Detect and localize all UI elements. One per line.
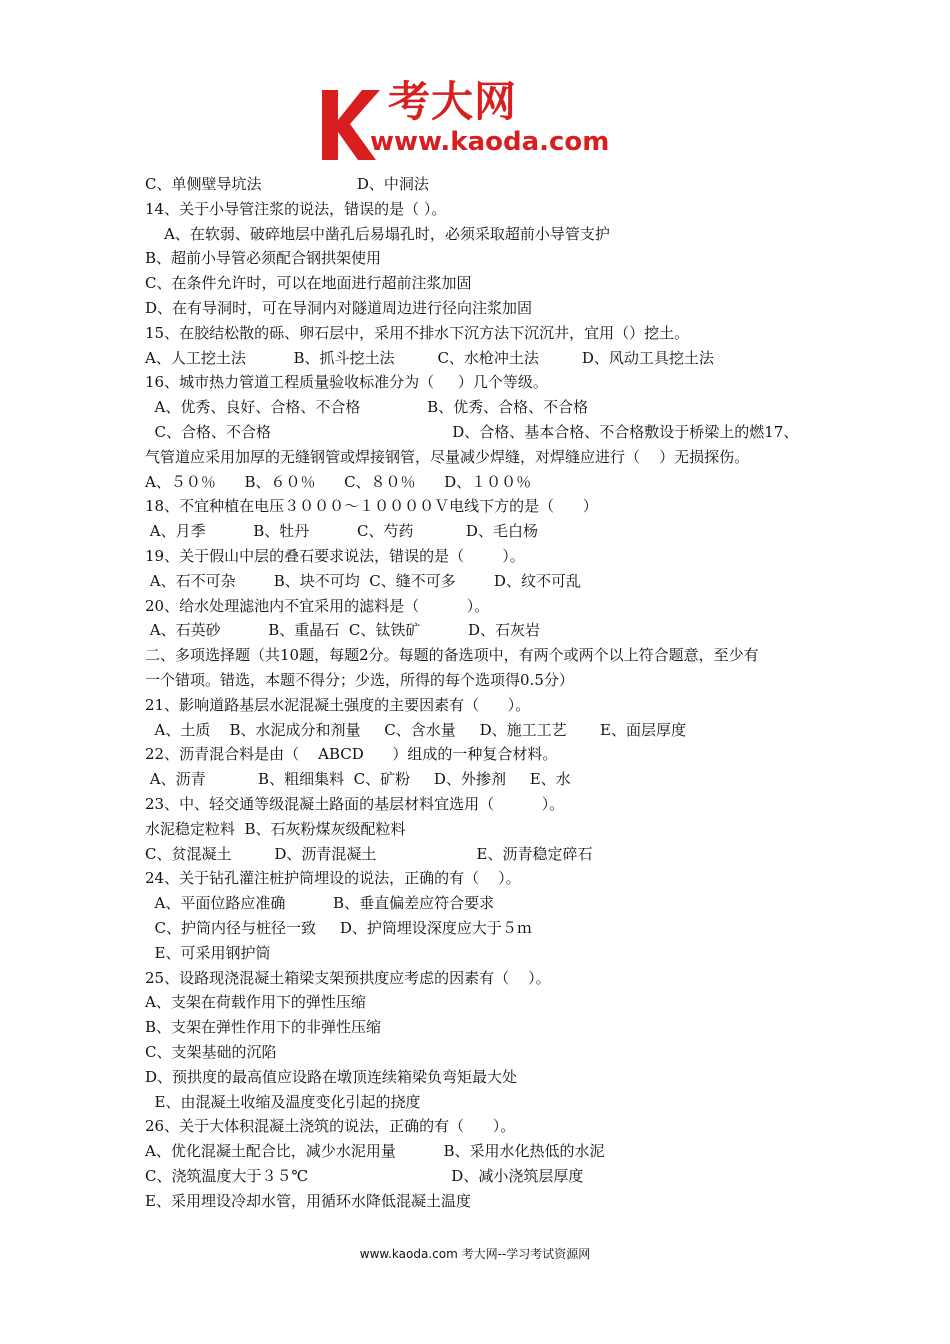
text-line: A、平面位路应准确 B、垂直偏差应符合要求 bbox=[145, 894, 495, 913]
text-line: 24、关于钻孔灌注桩护筒埋设的说法，正确的有（ ）。 bbox=[145, 869, 521, 888]
text-line: A、优化混凝土配合比，减少水泥用量 B、采用水化热低的水泥 bbox=[145, 1142, 605, 1161]
text-line: 18、不宜种植在电压３０００～１００００Ｖ电线下方的是（ ） bbox=[145, 497, 598, 516]
text-line: 水泥稳定粒料 B、石灰粉煤灰级配粒料 bbox=[145, 819, 406, 838]
text-line: A、石不可杂 B、块不可均 C、缝不可多 D、纹不可乱 bbox=[145, 571, 581, 590]
text-line: D、预拱度的最高值应设路在墩顶连续箱梁负弯矩最大处 bbox=[145, 1067, 518, 1086]
text-line: 22、沥青混合料是由（ ABCD ）组成的一种复合材料。 bbox=[145, 745, 558, 764]
text-line: A、在软弱、破碎地层中凿孔后易塌孔时，必须采取超前小导管支护 bbox=[145, 224, 610, 243]
page-footer: www.kaoda.com 考大网--学习考试资源网 bbox=[359, 1247, 591, 1261]
logo-site-url: www.kaoda.com bbox=[370, 127, 610, 157]
text-line: A、沥青 B、粗细集料 C、矿粉 D、外掺剂 E、水 bbox=[145, 770, 571, 789]
text-line: 26、关于大体积混凝土浇筑的说法，正确的有（ ）。 bbox=[145, 1117, 516, 1136]
text-line: 25、设路现浇混凝土箱梁支架预拱度应考虑的因素有（ ）。 bbox=[145, 968, 551, 987]
text-line: A、人工挖土法 B、抓斗挖土法 C、水枪冲土法 D、风动工具挖土法 bbox=[145, 348, 714, 367]
text-line: C、浇筑温度大于３５℃ D、减小浇筑层厚度 bbox=[145, 1167, 584, 1185]
text-line: 19、关于假山中层的叠石要求说法，错误的是（ ）。 bbox=[145, 547, 525, 565]
text-line: C、在条件允许时，可以在地面进行超前注浆加固 bbox=[145, 274, 472, 293]
text-line: E、可采用钢护筒 bbox=[145, 943, 271, 962]
text-line: C、支架基础的沉陷 bbox=[145, 1043, 277, 1061]
text-line: A、石英砂 B、重晶石 C、钛铁矿 D、石灰岩 bbox=[145, 621, 541, 640]
text-line: A、土质 B、水泥成分和剂量 C、含水量 D、施工工艺 E、面层厚度 bbox=[145, 720, 686, 739]
text-line: C、合格、不合格 D、合格、基本合格、不合格敷设于桥梁上的燃17、 bbox=[145, 423, 799, 441]
text-line: 气管道应采用加厚的无缝钢管或焊接钢管，尽量减少焊缝，对焊缝应进行（ ）无损探伤。 bbox=[145, 447, 750, 466]
kaoda-logo[interactable] bbox=[318, 77, 640, 160]
text-line: 20、给水处理滤池内不宜采用的滤料是（ ）。 bbox=[145, 596, 490, 615]
text-line: C、贫混凝土 D、沥青混凝土 E、沥青稳定碎石 bbox=[145, 844, 593, 863]
text-line: 一个错项。错选，本题不得分；少选，所得的每个选项得0.5分） bbox=[145, 671, 574, 689]
text-line: C、护筒内径与桩径一致 D、护筒埋设深度应大于５ｍ bbox=[145, 919, 532, 937]
text-line: 15、在胶结松散的砾、卵石层中，采用不排水下沉方法下沉沉井，宜用（）挖土。 bbox=[145, 323, 690, 342]
logo-chinese-title: 考大网 bbox=[388, 77, 518, 126]
text-line: A、月季 B、牡丹 C、芍药 D、毛白杨 bbox=[145, 522, 538, 541]
text-line: A、优秀、良好、合格、不合格 B、优秀、合格、不合格 bbox=[145, 398, 589, 417]
text-line: 二、多项选择题（共10题，每题2分。每题的备选项中，有两个或两个以上符合题意，至少有 bbox=[145, 646, 759, 665]
text-line: A、支架在荷载作用下的弹性压缩 bbox=[145, 993, 366, 1012]
text-line: 16、城市热力管道工程质量验收标准分为（ ）几个等级。 bbox=[145, 373, 548, 392]
text-line: E、由混凝土收缩及温度变化引起的挠度 bbox=[145, 1092, 421, 1111]
text-line: 23、中、轻交通等级混凝土路面的基层材料宜选用（ ）。 bbox=[145, 795, 565, 813]
text-line: C、单侧壁导坑法 D、中洞法 bbox=[145, 175, 429, 193]
text-line: 21、影响道路基层水泥混凝土强度的主要因素有（ ）。 bbox=[145, 695, 531, 714]
text-line: B、支架在弹性作用下的非弹性压缩 bbox=[145, 1018, 382, 1037]
text-line: E、采用埋设冷却水管，用循环水降低混凝土温度 bbox=[145, 1191, 471, 1210]
text-line: D、在有导洞时，可在导洞内对隧道周边进行径向注浆加固 bbox=[145, 299, 533, 317]
text-line: B、超前小导管必须配合钢拱架使用 bbox=[145, 249, 382, 268]
text-line: A、５０％ B、６０％ C、８０％ D、１００％ bbox=[145, 472, 532, 491]
text-line: 14、关于小导管注浆的说法，错误的是（ ）。 bbox=[145, 199, 447, 218]
